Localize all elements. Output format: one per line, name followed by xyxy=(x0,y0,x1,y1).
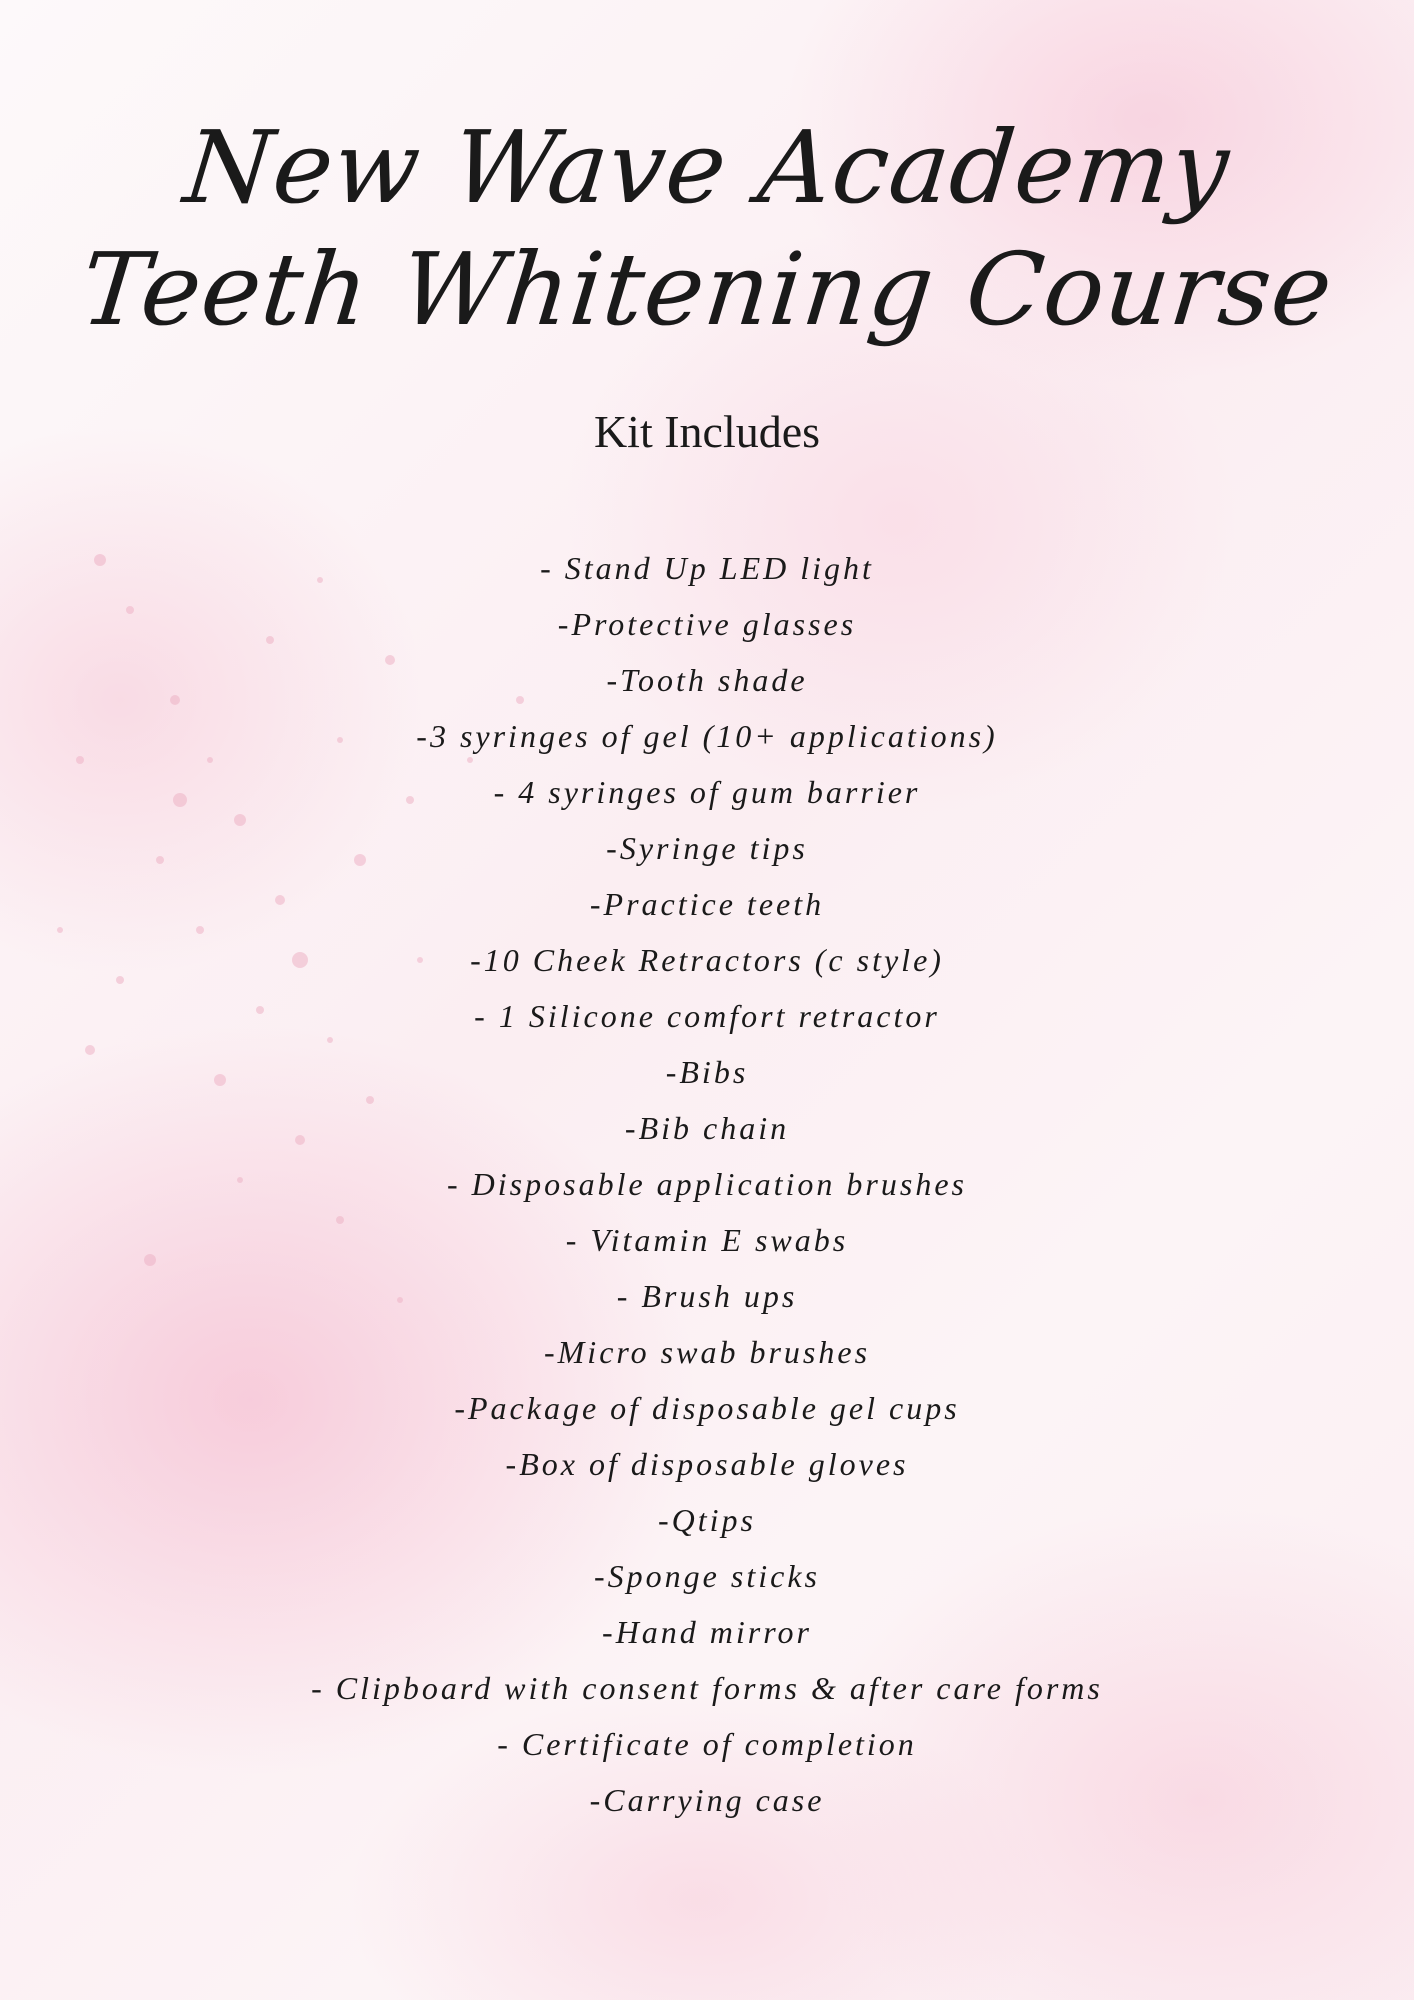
kit-item: -Syringe tips xyxy=(606,830,808,866)
title-line-2: Teeth Whitening Course xyxy=(75,231,1339,348)
kit-item: -Package of disposable gel cups xyxy=(454,1390,960,1426)
kit-item: -Bib chain xyxy=(624,1110,790,1146)
kit-item: - Stand Up LED light xyxy=(540,550,874,586)
kit-item: -3 syringes of gel (10+ applications) xyxy=(416,718,998,754)
kit-item: - 4 syringes of gum barrier xyxy=(493,774,921,810)
kit-includes-heading: Kit Includes xyxy=(593,406,821,457)
kit-item: - Clipboard with consent forms & after care forms xyxy=(311,1670,1103,1706)
kit-items-list xyxy=(0,540,1414,1828)
kit-item: - Disposable application brushes xyxy=(447,1166,967,1202)
kit-item: - 1 Silicone comfort retractor xyxy=(474,998,940,1034)
kit-item: -Carrying case xyxy=(589,1782,825,1818)
title-line-1: New Wave Academy xyxy=(179,109,1235,226)
kit-item: -10 Cheek Retractors (c style) xyxy=(470,942,944,978)
kit-item: - Brush ups xyxy=(616,1278,798,1314)
kit-item: -Box of disposable gloves xyxy=(505,1446,909,1482)
kit-item: -Bibs xyxy=(665,1054,749,1090)
kit-item: -Practice teeth xyxy=(589,886,825,922)
kit-item: -Hand mirror xyxy=(602,1614,812,1650)
kit-item: - Vitamin E swabs xyxy=(565,1222,849,1258)
kit-item: -Protective glasses xyxy=(557,606,857,642)
kit-item: -Qtips xyxy=(658,1502,756,1538)
kit-item: - Certificate of completion xyxy=(497,1726,917,1762)
kit-item: -Micro swab brushes xyxy=(543,1334,871,1370)
kit-item: -Sponge sticks xyxy=(594,1558,820,1594)
kit-item: -Tooth shade xyxy=(606,662,808,698)
